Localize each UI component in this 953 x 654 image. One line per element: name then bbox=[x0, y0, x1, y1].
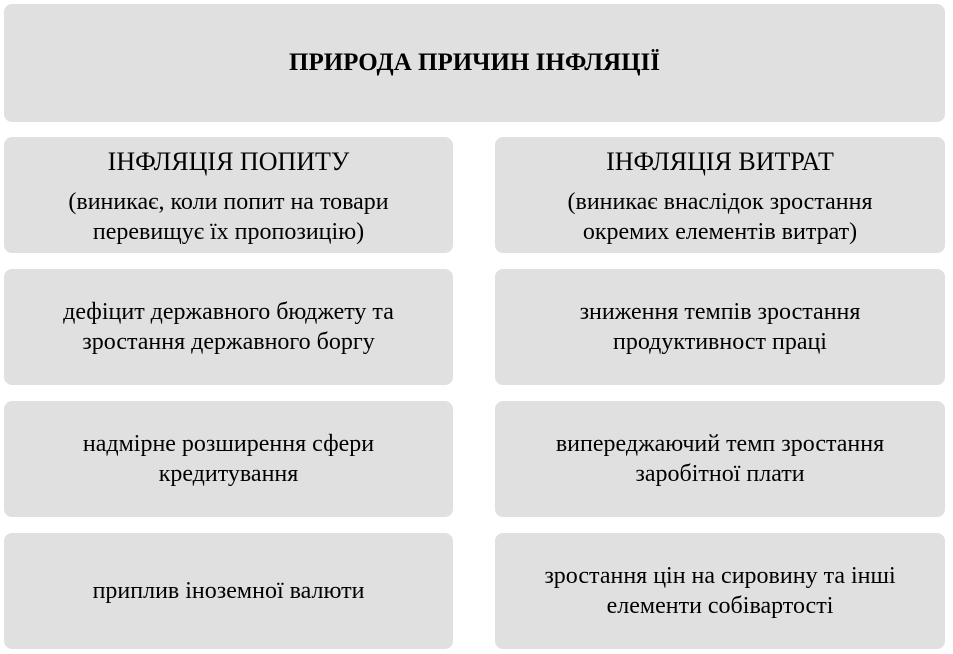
demand-cause-text: дефіцит державного бюджету та зростання державного боргу bbox=[63, 299, 394, 355]
demand-inflation-description: (виникає, коли попит на товари перевищує їх пропозицію) bbox=[68, 189, 389, 245]
cost-cause-text: зниження темпів зростання продуктивност праці bbox=[579, 299, 861, 355]
demand-cause-box bbox=[4, 533, 453, 649]
cost-inflation-header-box bbox=[495, 137, 945, 253]
cost-inflation-description: (виникає внаслідок зростання окремих елементів витрат) bbox=[567, 189, 873, 245]
cost-cause-text: випереджаючий темп зростання заробітної плати bbox=[555, 431, 885, 487]
demand-inflation-heading: ІНФЛЯЦІЯ ПОПИТУ bbox=[107, 147, 350, 176]
cost-cause-box bbox=[495, 401, 945, 517]
diagram-title: ПРИРОДА ПРИЧИН ІНФЛЯЦІЇ bbox=[289, 49, 660, 76]
demand-cause-text: приплив іноземної валюти bbox=[92, 578, 365, 604]
cost-inflation-heading: ІНФЛЯЦІЯ ВИТРАТ bbox=[606, 147, 834, 176]
cost-cause-box bbox=[495, 269, 945, 385]
cost-cause-text: зростання цін на сировину та інші елементи собівартості bbox=[544, 563, 896, 619]
demand-inflation-header-box bbox=[4, 137, 453, 253]
demand-cause-box bbox=[4, 269, 453, 385]
cost-cause-box bbox=[495, 533, 945, 649]
demand-cause-text: надмірне розширення сфери кредитування bbox=[82, 431, 375, 487]
diagram-title-box bbox=[4, 4, 945, 122]
demand-cause-box bbox=[4, 401, 453, 517]
